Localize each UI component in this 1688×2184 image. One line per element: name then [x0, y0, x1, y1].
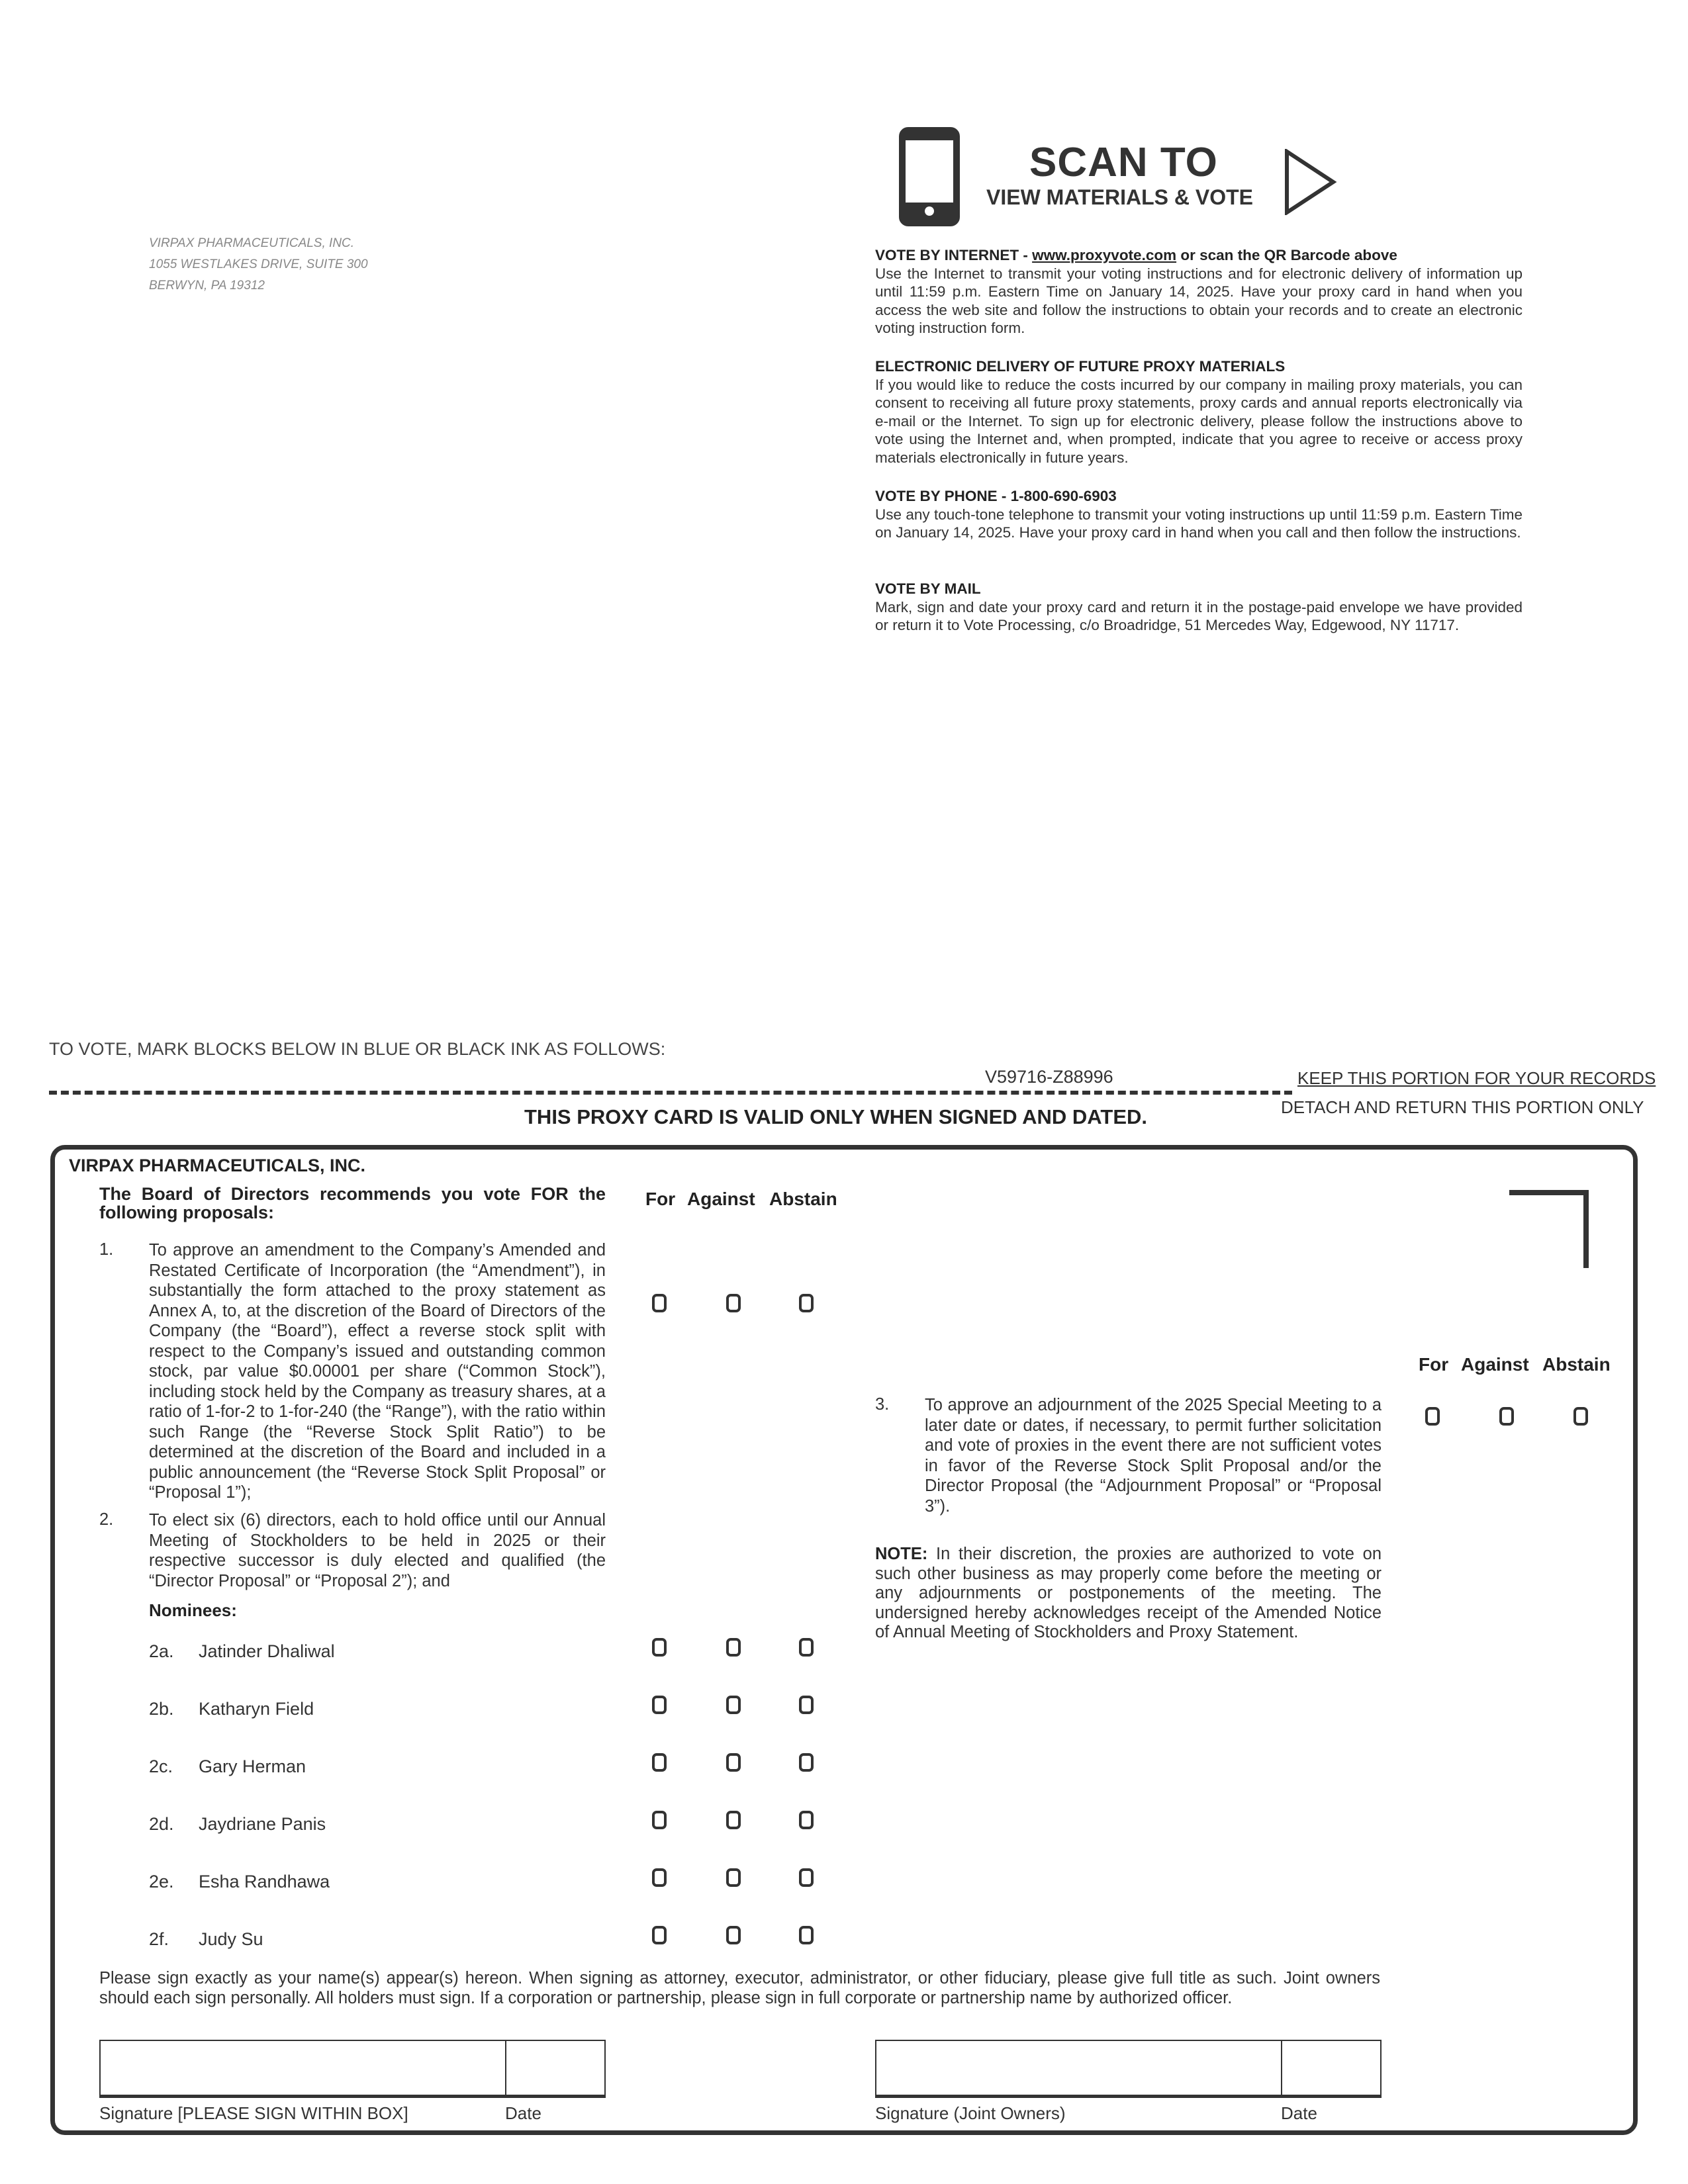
nominee-2e-for-checkbox[interactable]: [652, 1868, 667, 1887]
note-label: NOTE:: [875, 1545, 928, 1563]
proposal-1-abstain-checkbox[interactable]: [799, 1294, 814, 1312]
registration-corner-mark: [1509, 1190, 1589, 1268]
nominee-2e-against-checkbox[interactable]: [726, 1868, 741, 1887]
board-recommendation: The Board of Directors recommends you vote FOR the following proposals:: [99, 1184, 606, 1222]
electronic-delivery: [875, 357, 1523, 467]
vote-phone-heading: VOTE BY PHONE - 1-800-690-6903: [875, 488, 1117, 504]
col-abstain: Abstain: [1542, 1354, 1611, 1375]
nominee-label: 2c.: [149, 1756, 173, 1776]
control-number: V59716-Z88996: [985, 1067, 1113, 1087]
nominee-2b-against-checkbox[interactable]: [726, 1696, 741, 1714]
nominee-label: 2b.: [149, 1699, 174, 1719]
joint-date-box[interactable]: [1281, 2040, 1382, 2098]
proposal-1-for-checkbox[interactable]: [652, 1294, 667, 1312]
vote-by-phone: [875, 487, 1523, 542]
vote-mail-body: Mark, sign and date your proxy card and return it in the postage-paid envelope we have provided or return it to Vote Processing, c/o Broadridge, 51 Mercedes Way, Edgewood, NY 11717.: [875, 598, 1523, 633]
col-for: For: [645, 1189, 676, 1209]
vote-by-mail: [875, 580, 1523, 635]
joint-signature-box[interactable]: [875, 2040, 1282, 2098]
proposal-1-text: To approve an amendment to the Company’s Amended and Restated Certificate of Incorporation (the “Amendment”), in substantially the form attached to the proxy statement as Annex A, to, at the discretion of the Board of Directors of the Company (the “Board”), effect a reverse stock split with respect to the Company’s issued and outstanding common stock, par value $0.00001 per share (“Common Stock”), including stock held by the Company as treasury shares, at a ratio of 1-for-2 to 1-for-240 (the “Range”), with the ratio within such Range (the “Reverse Stock Split Ratio”) to be determined at the discretion of the Board and included in a public announcement (the “Reverse Stock Split Proposal” or “Proposal 1”);: [149, 1241, 606, 1502]
nominee-name: Jatinder Dhaliwal: [199, 1641, 335, 1661]
proposal-3-number: 3.: [875, 1395, 890, 1414]
electronic-delivery-heading: ELECTRONIC DELIVERY OF FUTURE PROXY MATERIALS: [875, 358, 1286, 375]
nominee-name: Judy Su: [199, 1929, 263, 1949]
nominee-name: Esha Randhawa: [199, 1872, 330, 1891]
nominee-2f-against-checkbox[interactable]: [726, 1926, 741, 1944]
vote-internet-heading-prefix: VOTE BY INTERNET -: [875, 247, 1033, 263]
date-box[interactable]: [505, 2040, 606, 2098]
nominee-2a-abstain-checkbox[interactable]: [799, 1638, 814, 1657]
valid-notice: THIS PROXY CARD IS VALID ONLY WHEN SIGNED AND DATED.: [524, 1105, 1148, 1128]
mark-instruction: TO VOTE, MARK BLOCKS BELOW IN BLUE OR BLACK INK AS FOLLOWS:: [49, 1039, 666, 1059]
nominee-2f-abstain-checkbox[interactable]: [799, 1926, 814, 1944]
return-address-line: 1055 WESTLAKES DRIVE, SUITE 300: [149, 257, 368, 271]
proxy-note: [875, 1545, 1382, 1643]
nominee-2c-against-checkbox[interactable]: [726, 1753, 741, 1772]
sign-instructions: Please sign exactly as your name(s) appear(s) hereon. When signing as attorney, executor, administrator, or other fiduciary, please give full title as such. Joint owners should each sign personally. All holders must sign. If a corporation or partnership, please sign in full corporate or partnership name by authorized officer.: [99, 1969, 1380, 2007]
play-arrow-icon: [1284, 149, 1337, 215]
nominee-2a-for-checkbox[interactable]: [652, 1638, 667, 1657]
scan-title: SCAN TO: [1029, 140, 1218, 185]
nominee-2c-abstain-checkbox[interactable]: [799, 1753, 814, 1772]
nominee-label: 2f.: [149, 1929, 169, 1949]
nominee-2b-abstain-checkbox[interactable]: [799, 1696, 814, 1714]
return-address-line: BERWYN, PA 19312: [149, 279, 265, 293]
proposal-1-number: 1.: [99, 1240, 114, 1259]
joint-date-label: Date: [1281, 2103, 1317, 2123]
nominee-2c-for-checkbox[interactable]: [652, 1753, 667, 1772]
proposal-3-text: To approve an adjournment of the 2025 Special Meeting to a later date or dates, if necessary, to permit further solicitation and vote of proxies in the event there are not sufficient votes in favor of the Reverse Stock Split Proposal and/or the Director Proposal (the “Adjournment Proposal” or “Proposal 3”).: [925, 1396, 1382, 1516]
date-label: Date: [505, 2103, 541, 2123]
nominee-2d-against-checkbox[interactable]: [726, 1811, 741, 1829]
keep-portion-label: KEEP THIS PORTION FOR YOUR RECORDS: [1297, 1068, 1656, 1088]
proposal-1-against-checkbox[interactable]: [726, 1294, 741, 1312]
nominee-label: 2d.: [149, 1814, 174, 1834]
nominee-label: 2e.: [149, 1872, 174, 1891]
vote-internet-body: Use the Internet to transmit your voting instructions and for electronic delivery of information up until 11:59 p.m. Eastern Time on January 14, 2025. Have your proxy card in hand when you access the web site and follow the instructions to obtain your records and to create an electronic voting instruction form.: [875, 265, 1523, 336]
nominee-name: Jaydriane Panis: [199, 1814, 326, 1834]
proposal-3-for-checkbox[interactable]: [1425, 1407, 1440, 1426]
vote-by-internet: [875, 246, 1523, 338]
nominee-2e-abstain-checkbox[interactable]: [799, 1868, 814, 1887]
col-against: Against: [1461, 1354, 1529, 1375]
signature-box[interactable]: [99, 2040, 506, 2098]
col-for: For: [1419, 1354, 1449, 1375]
nominee-2b-for-checkbox[interactable]: [652, 1696, 667, 1714]
proposal-2-number: 2.: [99, 1510, 114, 1529]
vote-internet-heading: [875, 246, 1523, 265]
return-address-line: VIRPAX PHARMACEUTICALS, INC.: [149, 236, 355, 250]
scan-subtitle: VIEW MATERIALS & VOTE: [986, 185, 1253, 209]
detach-line: [49, 1091, 1292, 1095]
nominee-name: Katharyn Field: [199, 1699, 314, 1719]
nominee-2f-for-checkbox[interactable]: [652, 1926, 667, 1944]
nominee-2d-abstain-checkbox[interactable]: [799, 1811, 814, 1829]
nominee-label: 2a.: [149, 1641, 174, 1661]
electronic-delivery-body: If you would like to reduce the costs incurred by our company in mailing proxy materials, you can consent to receiving all future proxy statements, proxy cards and annual reports electronically via e-mail or the Internet. To sign up for electronic delivery, please follow the instructions above to vote using the Internet and, when prompted, indicate that you agree to receive or access proxy materials electronically in future years.: [875, 376, 1523, 466]
detach-portion-label: DETACH AND RETURN THIS PORTION ONLY: [1281, 1097, 1644, 1117]
vote-mail-heading: VOTE BY MAIL: [875, 580, 981, 597]
nominees-heading: Nominees:: [149, 1600, 237, 1620]
col-abstain: Abstain: [769, 1189, 837, 1209]
proposal-3-abstain-checkbox[interactable]: [1573, 1407, 1588, 1426]
signature-label: Signature [PLEASE SIGN WITHIN BOX]: [99, 2103, 408, 2123]
nominee-2d-for-checkbox[interactable]: [652, 1811, 667, 1829]
nominee-2a-against-checkbox[interactable]: [726, 1638, 741, 1657]
nominee-name: Gary Herman: [199, 1756, 306, 1776]
col-against: Against: [687, 1189, 755, 1209]
vote-internet-heading-suffix: or scan the QR Barcode above: [1176, 247, 1397, 263]
vote-phone-body: Use any touch-tone telephone to transmit your voting instructions up until 11:59 p.m. Eastern Time on January 14, 2025. Have your proxy card in hand when you call and then follow the instructions.: [875, 506, 1523, 541]
phone-icon: [899, 127, 960, 226]
proposal-3-against-checkbox[interactable]: [1499, 1407, 1514, 1426]
return-address: [149, 233, 368, 296]
proposal-2-text: To elect six (6) directors, each to hold office until our Annual Meeting of Stockholders to be held in 2025 or their respective successor is duly elected and qualified (the “Director Proposal” or “Proposal 2”); and: [149, 1511, 606, 1590]
card-company-name: VIRPAX PHARMACEUTICALS, INC.: [69, 1156, 366, 1175]
proxyvote-link[interactable]: www.proxyvote.com: [1032, 247, 1177, 263]
note-text: In their discretion, the proxies are authorized to vote on such other business as may properly come before the meeting or any adjournments or postponements of the meeting. The undersigned hereby acknowledges receipt of the Amended Notice of Annual Meeting of Stockholders and Proxy Statement.: [875, 1545, 1382, 1641]
joint-signature-label: Signature (Joint Owners): [875, 2103, 1066, 2123]
